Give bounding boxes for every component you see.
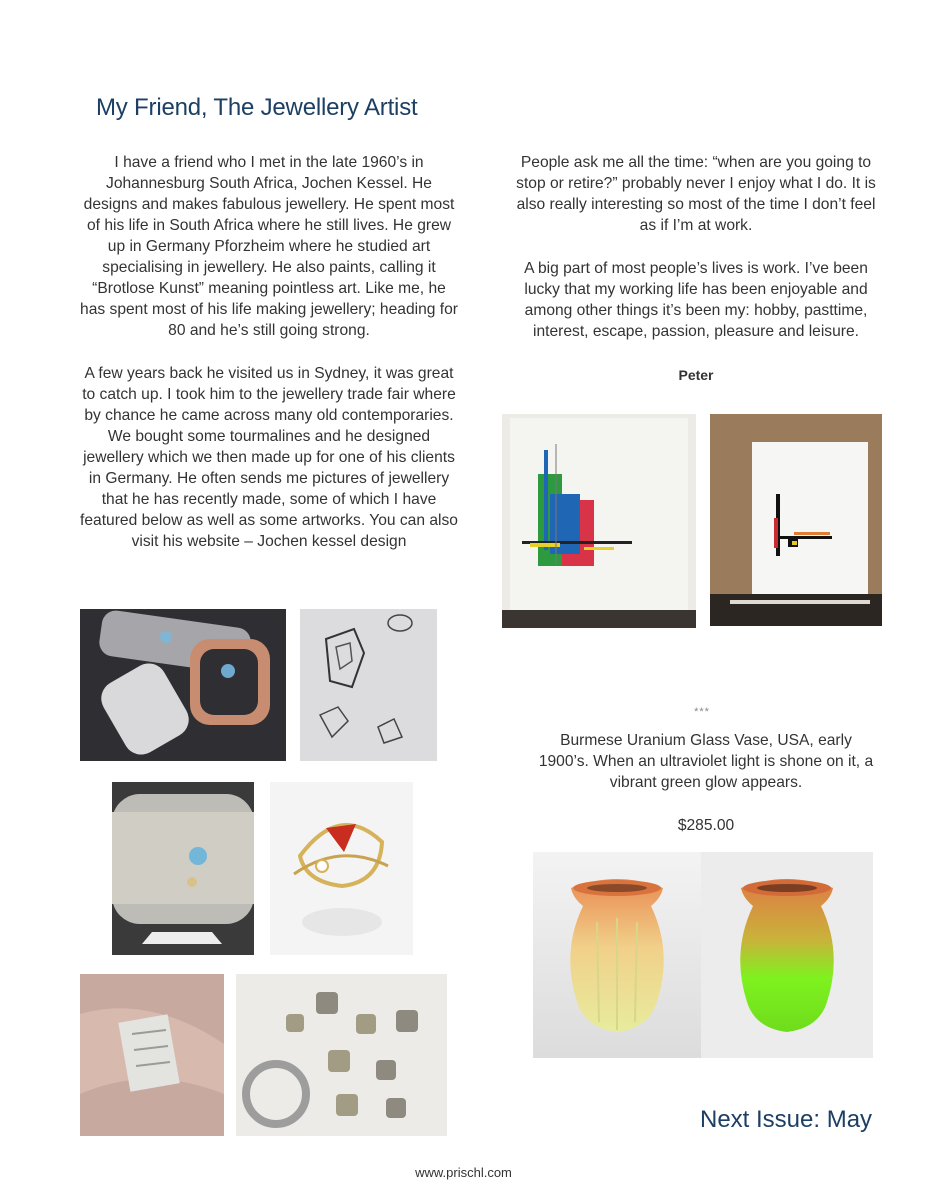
work-paragraph: A big part of most people’s lives is work. I’ve been lucky that my working life has been enjoyable and among other things it’s been my: hobby, pasttime, interest, escape, passion, pleasure and leisure.: [524, 260, 868, 340]
vase-price: $285.00: [677, 817, 735, 834]
vase-photo-uv: [701, 852, 873, 1058]
separator: ***: [694, 706, 710, 718]
intro-paragraph: I have a friend who I met in the late 1960’s in Johannesburg South Africa, Jochen Kessel. He designs and makes fabulous jewellery. He spent most of his life in South Africa where he still lives. He grew up in Germany Pforzheim where he studied art specialising in jewellery. He also paints, calling it “Brotlose Kunst” meaning pointless art. Like me, he has spent most of his life making jewellery; heading for 80 and he’s still going strong.: [80, 154, 458, 339]
rings-collection-photo: [236, 974, 447, 1136]
next-issue-heading: Next Issue: May: [700, 1106, 873, 1133]
rings-photo-1: [80, 609, 286, 761]
painting-photo-2: [710, 414, 882, 626]
signature: Peter: [678, 367, 714, 383]
footer-website[interactable]: www.prischl.com: [415, 1165, 512, 1180]
sketch-photo: [300, 609, 437, 761]
article-title: My Friend, The Jewellery Artist: [96, 94, 418, 121]
ring-photo-silver: [112, 782, 254, 955]
painting-photo-1: [502, 414, 696, 628]
retire-paragraph: People ask me all the time: “when are you going to stop or retire?” probably never I enjoy what I do. It is also really interesting so most of the time I don’t feel as if I’m at work.: [516, 154, 876, 234]
ring-on-finger-photo: [80, 974, 224, 1136]
vase-photo-normal: [533, 852, 701, 1058]
visit-paragraph: A few years back he visited us in Sydney, it was great to catch up. I took him to the jewellery trade fair where by chance he came across many old contemporaries. We bought some tourmalines and he designed jewellery which we then made up for one of his clients in Germany. He often sends me pictures of jewellery that he has recently made, some of which I have featured below as well as some artworks. You can also visit his website – Jochen kessel design: [80, 365, 458, 550]
vase-description: Burmese Uranium Glass Vase, USA, early 1900’s. When an ultraviolet light is shone on it, a vibrant green glow appears.: [538, 732, 874, 791]
ring-photo-gold: [270, 782, 413, 955]
